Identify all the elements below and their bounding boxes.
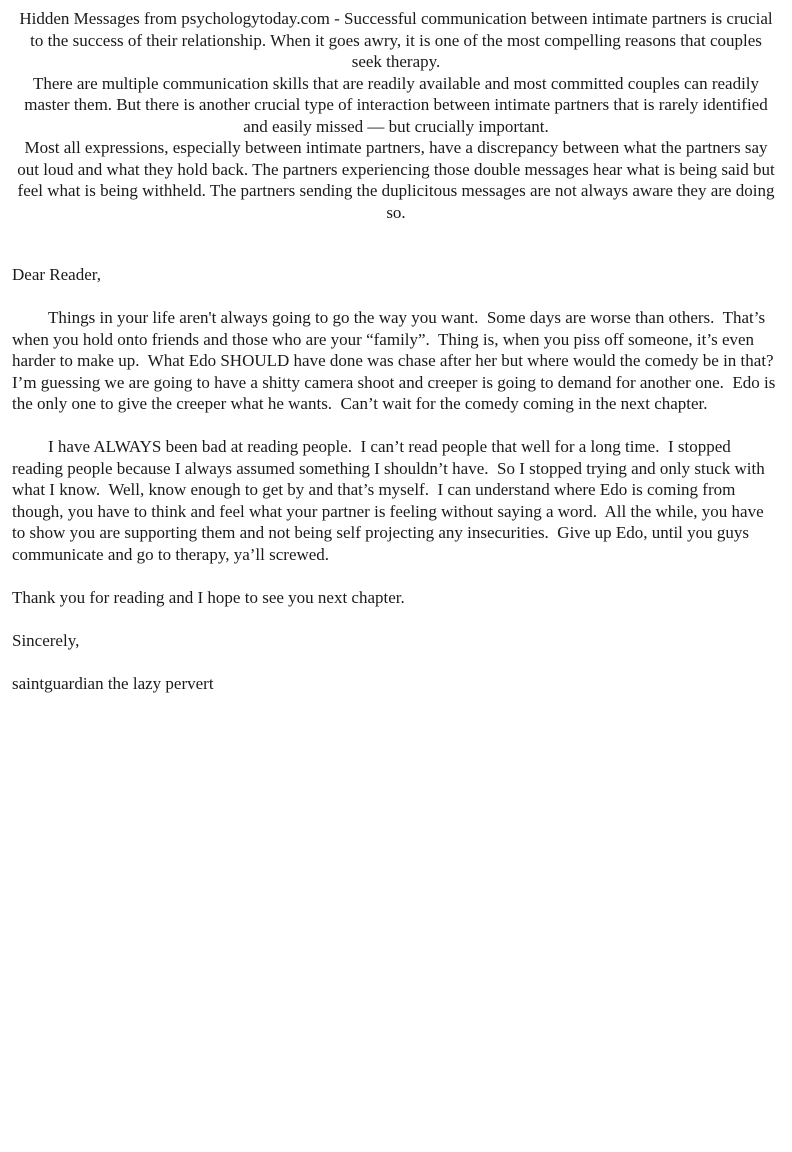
spacer (12, 286, 780, 308)
spacer (12, 651, 780, 673)
spacer (12, 565, 780, 587)
spacer (12, 608, 780, 630)
letter-paragraph-2: I have ALWAYS been bad at reading people. I can’t read people that well for a long time. I stopped reading people because I always assumed something I shouldn’t have. So I stopped trying and only stuck with what I know. Well, know enough to get by and that’s myself. I can understand where Edo is coming from though, you have to think and feel what your partner is feeling without saying a word. All the while, you have to show you are supporting them and not being self projecting any insecurities. Give up Edo, until you guys communicate and go to therapy, ya’ll screwed. (12, 437, 769, 564)
letter-body (0, 264, 792, 694)
letter-paragraph-1: Things in your life aren't always going to go the way you want. Some days are worse than others. That’s when you hold onto friends and those who are your “family”. Thing is, when you piss off someone, it’s even harder to make up. What Edo SHOULD have done was chase after her but where would the comedy be in that? I’m guessing we are going to have a shitty camera shoot and creeper is going to demand for another one. Edo is the only one to give the creeper what he wants. Can’t wait for the comedy coming in the next chapter. (12, 308, 783, 413)
header-paragraph-2: There are multiple communication skills that are readily available and most committed couples can readily master them. But there is another crucial type of interaction between intimate partners that is rarely identified and easily missed — but crucially important. (24, 73, 772, 136)
spacer (0, 223, 792, 264)
closing-line: Sincerely, (12, 630, 80, 650)
header-paragraph-1: Hidden Messages from psychologytoday.com - Successful communication between intimate partners is crucial to the success of their relationship. When it goes awry, it is one of the most compelling reasons that couples seek therapy. (19, 9, 777, 71)
header-paragraph-3: Most all expressions, especially between intimate partners, have a discrepancy between what the partners say out loud and what they hold back. The partners experiencing those double messages hear what is being said but feel what is being withheld. The partners sending the duplicitous messages are not always aware they are doing so. (17, 138, 779, 222)
signature-line: saintguardian the lazy pervert (12, 673, 214, 693)
thanks-line: Thank you for reading and I hope to see you next chapter. (12, 587, 405, 607)
header-block (0, 8, 792, 223)
salutation: Dear Reader, (12, 265, 101, 284)
spacer (12, 415, 780, 437)
